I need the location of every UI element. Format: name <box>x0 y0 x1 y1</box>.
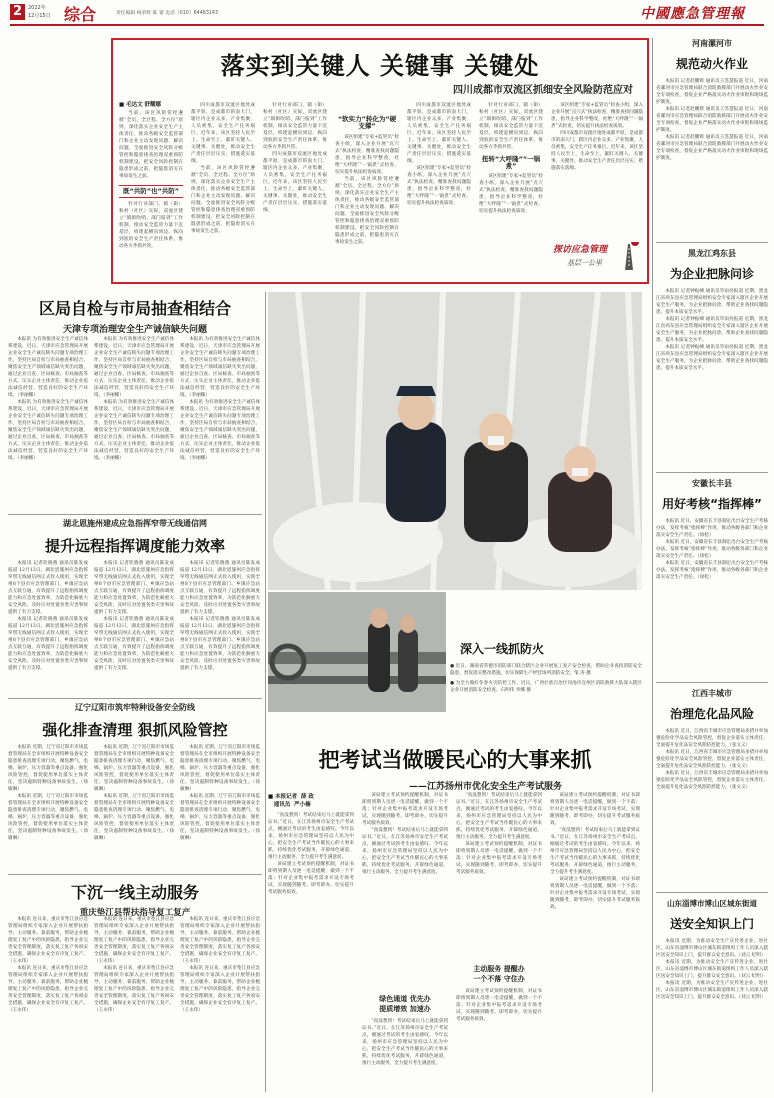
sidebar-para: 本报讯 近日，安徽省长丰县制定出台安全生产考核办法，发挥考核“指挥棒”作用，推动各级各部门和企业落实安全生产责任。（徐松） <box>656 519 768 538</box>
section-name: 综合 <box>64 5 97 24</box>
hubei-para: 本报讯 记者钦晓燕 通讯员陈发成报道 12月13日，湖北恩施州应急指挥窄带无线通信网正式投入使用，实现全州8个县市应急管理部门、乡镇应急站点互联互通，有效提升了远程指挥调度能力和应急处置效率，为防范化解重大安全风险、及时应对处置各类灾害事故提供了有力支撑。 <box>94 561 174 615</box>
chongqing-col-2 <box>94 916 174 1088</box>
lead-col-2 <box>191 102 255 280</box>
jiangsu-para: “真没想到！考试结束后马上就能拿到证书。”近日，在江苏扬州市安全生产考试点，刚通过考试的考生由衷感叹。今年以来，扬州市应急管理局坚持以人民为中心，把安全生产考试当作暖民心的大事来抓，持续优化考试服务，开辟绿色通道，推行主动服务，全力提升考生满意度。 <box>550 828 640 875</box>
lead-para: 四川成都市双流区地处成都平原，是成都市的南大门，辖区内企业众多、产业集聚、人员密集，安全生产任务艰巨。近年来，该区坚持人民至上、生命至上，紧盯关键人、关键事、关键处，推动安全生产责任层层压实、措施落实落细。 <box>407 103 471 164</box>
tianjin-article <box>8 292 262 512</box>
tianjin-subheadline: 天津专项治理安全生产诚信缺失问题 <box>62 325 207 335</box>
lead-para: 四川成都市双流区地处成都平原，是成都市的南大门，辖区内企业众多、产业集聚、人员密集，安全生产任务艰巨。近年来，该区坚持人民至上、生命至上，紧盯关键人、关键事、关键处，推动安全生产责任层层压实、措施落实落细。 <box>191 103 255 164</box>
jiangsu-para: “真没想到！考试结束后马上就能拿到证书。”近日，在江苏扬州市安全生产考试点，刚通过考试的考生由衷感叹。今年以来，扬州市应急管理局坚持以人民为中心，把安全生产考试当作暖民心的大事来抓，持续优化考试服务，开辟绿色通道，推行主动服务，全力提升考生满意度。 <box>362 1019 448 1066</box>
hubei-para: 本报讯 记者钦晓燕 通讯员陈发成报道 12月13日，湖北恩施州应急指挥窄带无线通信网正式投入使用，实现全州8个县市应急管理部门、乡镇应急站点互联互通，有效提升了远程指挥调度能力和应急处置效率，为防范化解重大安全风险、及时应对处置各类灾害事故提供了有力支撑。 <box>8 561 88 615</box>
tianjin-col-3 <box>180 336 260 506</box>
tianjin-para: 本报讯 为有效推进安全生产诚信体系建设，近日，天津市应急管理局开展企业安全生产诚信缺失问题专项治理工作，坚持区局自检与市局抽查相结合，聚焦安全生产领域诚信缺失突出问题，通过企业自查、区局核查、市局抽查等方式，压实企业主体责任，推动企业依法诚信经营，营造良好的安全生产环境。（李丽娜） <box>94 400 174 461</box>
liaoning-col-1 <box>8 744 88 868</box>
jiangsu-para: “真没想到！考试结束后马上就能拿到证书。”近日，在江苏扬州市安全生产考试点，刚通过考试的考生由衷感叹。今年以来，扬州市应急管理局坚持以人民为中心，把安全生产考试当作暖民心的大事来抓，持续优化考试服务，开辟绿色通道，推行主动服务，全力提升考生满意度。 <box>362 828 448 875</box>
lead-para: 当前，该区风险管控遵循“全员、全过程、全方位”原则，深化落实企业安全生产主体责任，推动各级安全监管部门和企业主动发现问题、解决问题，全面推进安全风险分级管控和隐患排查治理双重预防机制建设，把安全风险控制在隐患形成之前，把隐患消灭在事故发生之前。 <box>119 111 183 179</box>
chongqing-subheadline: 重庆垫江县帮扶指导复工复产 <box>79 908 191 918</box>
hubei-col-1 <box>8 560 88 690</box>
tianjin-para: 本报讯 为有效推进安全生产诚信体系建设，近日，天津市应急管理局开展企业安全生产诚信缺失问题专项治理工作，坚持区局自检与市局抽查相结合，聚焦安全生产领域诚信缺失突出问题，通过企业自查、区局核查、市局抽查等方式，压实企业主体责任，推动企业依法诚信经营，营造良好的安全生产环境。（李丽娜） <box>8 400 88 461</box>
hubei-para: 本报讯 记者钦晓燕 通讯员陈发成报道 12月13日，湖北恩施州应急指挥窄带无线通信网正式投入使用，实现全州8个县市应急管理部门、乡镇应急站点互联互通，有效提升了远程指挥调度能力和应急处置效率，为防范化解重大安全风险、及时应对处置各类灾害事故提供了有力支撑。 <box>94 617 174 671</box>
liaoning-col-3 <box>180 744 260 868</box>
chongqing-para: 本报讯 连日来，重庆市垫江县应急管理局组织专家深入企业开展帮扶指导，主动服务、靠前服务，帮助企业梳理复工复产中的风险隐患，指导企业完善安全管理制度，落实复工复产各项安全措施，确保企业安全有序复工复产。（王永伟） <box>94 966 174 1013</box>
sidebar-para: 本报讯 近日，江西省丰城市应急管理局多措并举加强危险化学品安全风险管控，督促企业落实主体责任，全面提升危化品安全风险防控能力。（张文义） <box>656 729 768 748</box>
jiangsu-col-2b <box>362 1018 448 1088</box>
issue-year: 2022年 <box>28 5 46 11</box>
photo-inspection-textile <box>268 292 642 590</box>
sidebar-body <box>656 728 768 888</box>
page-header <box>0 0 774 28</box>
lead-article-box <box>111 38 649 284</box>
hubei-para: 本报讯 记者钦晓燕 通讯员陈发成报道 12月13日，湖北恩施州应急指挥窄带无线通信网正式投入使用，实现全州8个县市应急管理部门、乡镇应急站点互联互通，有效提升了远程指挥调度能力和应急处置效率，为防范化解重大安全风险、及时应对处置各类灾害事故提供了有力支撑。 <box>8 617 88 671</box>
tianjin-headline: 区局自检与市局抽查相结合 <box>38 299 231 318</box>
sidebar-item <box>656 478 768 678</box>
divider <box>656 242 768 243</box>
editor-line: 责任编辑 杨荣辉 陈 蕾 电话（010）64463143 <box>116 11 219 16</box>
lead-para: 该区组建“专家+监管员”检查小组，深入企业开展“点穴式”执法检查，精准查找问题隐患，指导企业科学整改，杜绝“大呼隆”“一锅煮”式检查，切实提升执法检查质效。 <box>551 103 643 129</box>
liaoning-kicker: 辽宁辽阳市筑牢特种设备安全防线 <box>75 703 195 712</box>
column-divider <box>652 38 653 1092</box>
lead-col-5 <box>407 102 471 280</box>
sidebar-para: 本报讯 记者赵鹏辉 通讯员王苏慧报道 近日，河南省漯河市应急管理局联合消防救援部门开展动火作业安全专项检查，督促企业严格落实动火作业审批和现场监护制度。 <box>656 107 768 133</box>
lead-col-7 <box>551 102 643 230</box>
lead-section-title-1: 既“共防”也“共防” <box>119 185 183 198</box>
sidebar-para: 本报讯 近日，江西省丰城市应急管理局多措并举加强危险化学品安全风险管控，督促企业落实主体责任，全面提升危化品安全风险防控能力。（张文义） <box>656 771 768 790</box>
divider <box>656 892 768 893</box>
newspaper-masthead: 中國應急管理報 <box>640 6 745 22</box>
sidebar-region: 河南漯河市 <box>692 39 732 48</box>
photo-fire-check <box>268 592 446 712</box>
liaoning-article <box>8 702 262 872</box>
lead-para: 四川成都市双流区地处成都平原，是成都市的南大门，辖区内企业众多、产业集聚、人员密集，安全生产任务艰巨。近年来，该区坚持人民至上、生命至上，紧盯关键人、关键事、关键处，推动安全生产责任层层压实、措施落实落细。 <box>263 152 327 213</box>
chongqing-col-1 <box>8 916 88 1088</box>
divider <box>656 472 768 473</box>
jiangsu-para: 该局建立考试预约提醒机制，对证书即将到期人员逐一电话提醒，做到一个不落；针对企业集中报考需求开设专场考试，实现随到随考、即考即办，切实提升考试服务质效。 <box>268 862 354 895</box>
hubei-col-2 <box>94 560 174 690</box>
chongqing-col-3 <box>180 916 260 1088</box>
photo-caption-2: ● 为全力做好冬春火灾防控工作，近日，广西壮族自治区河池市宜州区消防救援大队深入辖区企业开展消防安全检查。石明伟 李娜 摄 <box>450 681 642 693</box>
chongqing-para: 本报讯 连日来，重庆市垫江县应急管理局组织专家深入企业开展帮扶指导，主动服务、靠前服务，帮助企业梳理复工复产中的风险隐患，指导企业完善安全管理制度，落实复工复产各项安全措施，确保企业安全有序复工复产。（王永伟） <box>8 917 88 964</box>
tianjin-para: 本报讯 为有效推进安全生产诚信体系建设，近日，天津市应急管理局开展企业安全生产诚信缺失问题专项治理工作，坚持区局自检与市局抽查相结合，聚焦安全生产领域诚信缺失突出问题，通过企业自查、区局核查、市局抽查等方式，压实企业主体责任，推动企业依法诚信经营，营造良好的安全生产环境。（李丽娜） <box>180 337 260 398</box>
lead-col-4 <box>335 102 399 280</box>
sidebar-para: 本报讯 记者钟振峰 通讯员毕雨亮报道 近期，黑龙江省鸡东县应急管理局组织安全专家深入辖区企业开展安全生产服务，为企业把脉问诊，帮助企业查找问题隐患，提升本质安全水平。 <box>656 317 768 343</box>
photo-title: 深入一线抓防火 <box>460 642 545 656</box>
sidebar-title: 规范动火作业 <box>675 57 748 71</box>
sidebar-para: 本报讯 近期，为推动安全生产宣传进企业、进社区，山东省淄博市博山区城东街道组织工作人员深入辖区送安全知识上门，提升群众安全意识。（刘云 纪明） <box>656 939 768 958</box>
lead-para: 四川成都市双流区地处成都平原，是成都市的南大门，辖区内企业众多、产业集聚、人员密集，安全生产任务艰巨。近年来，该区坚持人民至上、生命至上，紧盯关键人、关键事、关键处，推动安全生产责任层层压实、措施落实落细。 <box>551 131 643 171</box>
sidebar-para: 本报讯 记者赵鹏辉 通讯员王苏慧报道 近日，河南省漯河市应急管理局联合消防救援部门开展动火作业安全专项检查，督促企业严格落实动火作业审批和现场监护制度。 <box>656 79 768 105</box>
chongqing-headline: 下沉一线主动服务 <box>70 883 199 902</box>
jiangsu-reporter: ■ 本报记者 薛 政 通讯员 严小楠 <box>268 794 314 808</box>
sidebar-title: 为企业把脉问诊 <box>669 267 754 281</box>
sidebar-body <box>656 78 768 238</box>
hubei-kicker: 湖北恩施州建成应急指挥窄带无线通信网 <box>63 519 207 528</box>
sidebar-region: 安徽长丰县 <box>692 479 732 488</box>
sidebar-para: 本报讯 近日，江西省丰城市应急管理局多措并举加强危险化学品安全风险管控，督促企业落实主体责任，全面提升危化品安全风险防控能力。（张文义） <box>656 750 768 769</box>
chongqing-para: 本报讯 连日来，重庆市垫江县应急管理局组织专家深入企业开展帮扶指导，主动服务、靠前服务，帮助企业梳理复工复产中的风险隐患，指导企业完善安全管理制度，落实复工复产各项安全措施，确保企业安全有序复工复产。（王永伟） <box>8 966 88 1013</box>
sidebar-para: 本报讯 记者钟振峰 通讯员毕雨亮报道 近期，黑龙江省鸡东县应急管理局组织安全专家深入辖区企业开展安全生产服务，为企业把脉问诊，帮助企业查找问题隐患，提升本质安全水平。 <box>656 289 768 315</box>
column-badge <box>551 238 643 278</box>
sidebar-para: 本报讯 近日，安徽省长丰县制定出台安全生产考核办法，发挥考核“指挥棒”作用，推动各级各部门和企业落实安全生产责任。（徐松） <box>656 540 768 559</box>
lead-section-title-3: 扭转“大呼隆”“一锅煮” <box>481 155 541 170</box>
chongqing-article <box>8 878 262 1092</box>
sidebar-title: 送安全知识上门 <box>669 917 754 931</box>
sidebar-para: 本报讯 近期，为推动安全生产宣传进企业、进社区，山东省淄博市博山区城东街道组织工作人员深入辖区送安全知识上门，提升群众安全意识。（刘云 纪明） <box>656 960 768 979</box>
lead-subheadline: 四川成都市双流区抓细安全风险防范应对 <box>453 85 633 96</box>
sidebar-title: 治理危化品风险 <box>669 707 754 721</box>
jiangsu-para: 该局建立考试预约提醒机制，对证书即将到期人员逐一电话提醒，做到一个不落；针对企业集中报考需求开设专场考试，实现随到随考、即考即办，切实提升考试服务质效。 <box>456 842 542 875</box>
sidebar-region: 山东淄博市博山区城东街道 <box>667 899 757 908</box>
badge-subtitle: 基层一公里 <box>567 259 602 267</box>
lead-para: 该区组建“专家+监管员”检查小组，深入企业开展“点穴式”执法检查，精准查找问题隐患，指导企业科学整改，杜绝“大呼隆”“一锅煮”式检查，切实提升执法检查质效。 <box>335 135 399 175</box>
jiangsu-para: “真没想到！考试结束后马上就能拿到证书。”近日，在江苏扬州市安全生产考试点，刚通过考试的考生由衷感叹。今年以来，扬州市应急管理局坚持以人民为中心，把安全生产考试当作暖民心的大事来抓，持续优化考试服务，开辟绿色通道，推行主动服务，全力提升考生满意度。 <box>268 813 354 860</box>
sidebar-body <box>656 288 768 468</box>
chongqing-para: 本报讯 连日来，重庆市垫江县应急管理局组织专家深入企业开展帮扶指导，主动服务、靠前服务，帮助企业梳理复工复产中的风险隐患，指导企业完善安全管理制度，落实复工复产各项安全措施，确保企业安全有序复工复产。（王永伟） <box>180 917 260 964</box>
lead-col-6 <box>479 102 543 280</box>
jiangsu-subheadline: ——江苏扬州市优化安全生产考试服务 <box>408 782 562 792</box>
tianjin-para: 本报讯 为有效推进安全生产诚信体系建设，近日，天津市应急管理局开展企业安全生产诚信缺失问题专项治理工作，坚持区局自检与市局抽查相结合，聚焦安全生产领域诚信缺失突出问题，通过企业自查、区局核查、市局抽查等方式，压实企业主体责任，推动企业依法诚信经营，营造良好的安全生产环境。（李丽娜） <box>94 337 174 398</box>
photo-caption-1: ● 近日，湖南省常德市消防部门联合辖区企业开展复工复产安全检查，帮助企业查找消防安全隐患，督促落实整改措施，切实保障生产经营场所消防安全。邹 涛 摄 <box>450 664 642 676</box>
divider <box>8 874 262 875</box>
jiangsu-col-3b <box>456 988 542 1088</box>
hubei-article <box>8 518 262 694</box>
sidebar-para: 本报讯 近日，安徽省长丰县制定出台安全生产考核办法，发挥考核“指挥棒”作用，推动各级各部门和企业落实安全生产责任。（徐松） <box>656 561 768 580</box>
liaoning-headline: 强化排查清理 狠抓风险管控 <box>42 721 228 739</box>
left-edge-column <box>4 38 104 284</box>
lead-para: 当前，该区风险管控遵循“全员、全过程、全方位”原则，深化落实企业安全生产主体责任，推动各级安全监管部门和企业主动发现问题、解决问题，全面推进安全风险分级管控和隐患排查治理双重预防机制建设，把安全风险控制在隐患形成之前，把隐患消灭在事故发生之前。 <box>191 166 255 234</box>
hubei-para: 本报讯 记者钦晓燕 通讯员陈发成报道 12月13日，湖北恩施州应急指挥窄带无线通信网正式投入使用，实现全州8个县市应急管理部门、乡镇应急站点互联互通，有效提升了远程指挥调度能力和应急处置效率，为防范化解重大安全风险、及时应对处置各类灾害事故提供了有力支撑。 <box>180 561 260 615</box>
sidebar-para: 本报讯 记者钟振峰 通讯员毕雨亮报道 近期，黑龙江省鸡东县应急管理局组织安全专家深入辖区企业开展安全生产服务，为企业把脉问诊，帮助企业查找问题隐患，提升本质安全水平。 <box>656 345 768 371</box>
sidebar-para: 本报讯 记者赵鹏辉 通讯员王苏慧报道 近日，河南省漯河市应急管理局联合消防救援部门开展动火作业安全专项检查，督促企业严格落实动火作业审批和现场监护制度。 <box>656 135 768 161</box>
sidebar-region: 江西丰城市 <box>692 689 732 698</box>
jiangsu-para: 该局建立考试预约提醒机制，对证书即将到期人员逐一电话提醒，做到一个不落；针对企业集中报考需求开设专场考试，实现随到随考、即考即办，切实提升考试服务质效。 <box>456 989 542 1022</box>
sidebar-para: 本报讯 近期，为推动安全生产宣传进企业、进社区，山东省淄博市博山区城东街道组织工作人员深入辖区送安全知识上门，提升群众安全意识。（刘云 纪明） <box>656 981 768 1000</box>
lead-col-3 <box>263 102 327 280</box>
sidebar-body <box>656 938 768 1088</box>
jiangsu-para: 该局建立考试预约提醒机制，对证书即将到期人员逐一电话提醒，做到一个不落；针对企业集中报考需求开设专场考试，实现随到随考、即考即办，切实提升考试服务质效。 <box>550 877 640 910</box>
lead-para: 针对行业部门、镇（街）和村（社区）实际，双流区建立“镇街吹哨、部门报到”工作机制，推动安全监管力量下沉基层，构建起横向到边、纵向到底的安全生产责任体系，推动各方齐抓共管。 <box>479 103 543 150</box>
jiangsu-section-title-1: 绿色通道 优先办 提质增效 加速办 <box>379 995 431 1013</box>
sidebar-item <box>656 688 768 888</box>
jiangsu-section-title-2: 主动服务 提醒办 一个不落 守住办 <box>473 965 525 983</box>
sidebar <box>656 38 768 1092</box>
jiangsu-para: 该局建立考试预约提醒机制，对证书即将到期人员逐一电话提醒，做到一个不落；针对企业集中报考需求开设专场考试，实现随到随考、即考即办，切实提升考试服务质效。 <box>550 793 640 826</box>
lead-headline: 落实到关键人 关键事 关键处 <box>220 52 540 80</box>
sidebar-title: 用好考核“指挥棒” <box>662 497 762 511</box>
tianjin-para: 本报讯 为有效推进安全生产诚信体系建设，近日，天津市应急管理局开展企业安全生产诚信缺失问题专项治理工作，坚持区局自检与市局抽查相结合，聚焦安全生产领域诚信缺失突出问题，通过企业自查、区局核查、市局抽查等方式，压实企业主体责任，推动企业依法诚信经营，营造良好的安全生产环境。（李丽娜） <box>8 337 88 398</box>
hubei-para: 本报讯 记者钦晓燕 通讯员陈发成报道 12月13日，湖北恩施州应急指挥窄带无线通信网正式投入使用，实现全州8个县市应急管理部门、乡镇应急站点互联互通，有效提升了远程指挥调度能力和应急处置效率，为防范化解重大安全风险、及时应对处置各类灾害事故提供了有力支撑。 <box>180 617 260 671</box>
sidebar-item <box>656 898 768 1092</box>
liaoning-para: 本报讯 近期，辽宁省辽阳市市场监督管理局在全市组织开展特种设备安全隐患排查清理专项行动，聚焦燃气、电梯、锅炉、压力容器等重点设备，强化风险管控，督促使用单位落实主体责任，坚决遏制特种设备事故发生。（徐敏琳） <box>94 745 174 792</box>
sidebar-item <box>656 38 768 238</box>
sidebar-region: 黑龙江鸡东县 <box>688 249 736 258</box>
badge-title: 探访应急管理 <box>553 245 608 255</box>
divider <box>8 514 262 515</box>
jiangsu-col-1 <box>268 812 354 1088</box>
sidebar-item <box>656 248 768 468</box>
hubei-col-3 <box>180 560 260 690</box>
header-rule <box>10 24 764 26</box>
sidebar-body <box>656 518 768 678</box>
jiangsu-col-2 <box>362 792 448 992</box>
tianjin-para: 本报讯 为有效推进安全生产诚信体系建设，近日，天津市应急管理局开展企业安全生产诚信缺失问题专项治理工作，坚持区局自检与市局抽查相结合，聚焦安全生产领域诚信缺失突出问题，通过企业自查、区局核查、市局抽查等方式，压实企业主体责任，推动企业依法诚信经营，营造良好的安全生产环境。（李丽娜） <box>180 400 260 461</box>
chongqing-para: 本报讯 连日来，重庆市垫江县应急管理局组织专家深入企业开展帮扶指导，主动服务、靠前服务，帮助企业梳理复工复产中的风险隐患，指导企业完善安全管理制度，落实复工复产各项安全措施，确保企业安全有序复工复产。（王永伟） <box>94 917 174 964</box>
issue-date: 12月15日 <box>28 13 51 19</box>
tianjin-col-1 <box>8 336 88 506</box>
jiangsu-col-4 <box>550 792 640 1088</box>
tianjin-col-2 <box>94 336 174 506</box>
road-icon <box>617 242 641 270</box>
jiangsu-headline: 把考试当做暖民心的大事来抓 <box>318 748 592 772</box>
page-number-box: 2 <box>10 4 25 20</box>
photo-caption-block <box>450 640 642 740</box>
jiangsu-para: “真没想到！考试结束后马上就能拿到证书。”近日，在江苏扬州市安全生产考试点，刚通过考试的考生由衷感叹。今年以来，扬州市应急管理局坚持以人民为中心，把安全生产考试当作暖民心的大事来抓，持续优化考试服务，开辟绿色通道，推行主动服务，全力提升考生满意度。 <box>456 793 542 840</box>
lead-para: 该区组建“专家+监管员”检查小组，深入企业开展“点穴式”执法检查，精准查找问题隐患，指导企业科学整改，杜绝“大呼隆”“一锅煮”式检查，切实提升执法检查质效。 <box>407 166 471 206</box>
jiangsu-article <box>268 742 642 1092</box>
lead-section-title-2: “软实力”转化为“硬支撑” <box>337 115 397 130</box>
divider <box>8 698 262 699</box>
liaoning-para: 本报讯 近期，辽宁省辽阳市市场监督管理局在全市组织开展特种设备安全隐患排查清理专项行动，聚焦燃气、电梯、锅炉、压力容器等重点设备，强化风险管控，督促使用单位落实主体责任，坚决遏制特种设备事故发生。（徐敏琳） <box>180 745 260 792</box>
lead-para: 针对行业部门、镇（街）和村（社区）实际，双流区建立“镇街吹哨、部门报到”工作机制，推动安全监管力量下沉基层，构建起横向到边、纵向到底的安全生产责任体系，推动各方齐抓共管。 <box>119 202 183 249</box>
lead-col-1 <box>119 110 183 280</box>
hubei-headline: 提升远程指挥调度能力效率 <box>44 537 225 555</box>
jiangsu-para: 该局建立考试预约提醒机制，对证书即将到期人员逐一电话提醒，做到一个不落；针对企业集中报考需求开设专场考试，实现随到随考、即考即办，切实提升考试服务质效。 <box>362 793 448 826</box>
liaoning-para: 本报讯 近期，辽宁省辽阳市市场监督管理局在全市组织开展特种设备安全隐患排查清理专项行动，聚焦燃气、电梯、锅炉、压力容器等重点设备，强化风险管控，督促使用单位落实主体责任，坚决遏制特种设备事故发生。（徐敏琳） <box>180 794 260 841</box>
jiangsu-col-3 <box>456 792 542 962</box>
lead-reporter: ■ 毛达文 舒耀娜 <box>119 102 162 108</box>
liaoning-para: 本报讯 近期，辽宁省辽阳市市场监督管理局在全市组织开展特种设备安全隐患排查清理专项行动，聚焦燃气、电梯、锅炉、压力容器等重点设备，强化风险管控，督促使用单位落实主体责任，坚决遏制特种设备事故发生。（徐敏琳） <box>8 745 88 792</box>
chongqing-para: 本报讯 连日来，重庆市垫江县应急管理局组织专家深入企业开展帮扶指导，主动服务、靠前服务，帮助企业梳理复工复产中的风险隐患，指导企业完善安全管理制度，落实复工复产各项安全措施，确保企业安全有序复工复产。（王永伟） <box>180 966 260 1013</box>
liaoning-para: 本报讯 近期，辽宁省辽阳市市场监督管理局在全市组织开展特种设备安全隐患排查清理专项行动，聚焦燃气、电梯、锅炉、压力容器等重点设备，强化风险管控，督促使用单位落实主体责任，坚决遏制特种设备事故发生。（徐敏琳） <box>8 794 88 841</box>
liaoning-para: 本报讯 近期，辽宁省辽阳市市场监督管理局在全市组织开展特种设备安全隐患排查清理专项行动，聚焦燃气、电梯、锅炉、压力容器等重点设备，强化风险管控，督促使用单位落实主体责任，坚决遏制特种设备事故发生。（徐敏琳） <box>94 794 174 841</box>
column-divider <box>265 292 266 1092</box>
lead-para: 针对行业部门、镇（街）和村（社区）实际，双流区建立“镇街吹哨、部门报到”工作机制，推动安全监管力量下沉基层，构建起横向到边、纵向到底的安全生产责任体系，推动各方齐抓共管。 <box>263 103 327 150</box>
liaoning-col-2 <box>94 744 174 868</box>
lead-para: 该区组建“专家+监管员”检查小组，深入企业开展“点穴式”执法检查，精准查找问题隐患，指导企业科学整改，杜绝“大呼隆”“一锅煮”式检查，切实提升执法检查质效。 <box>479 174 543 214</box>
lead-para: 当前，该区风险管控遵循“全员、全过程、全方位”原则，深化落实企业安全生产主体责任，推动各级安全监管部门和企业主动发现问题、解决问题，全面推进安全风险分级管控和隐患排查治理双重预防机制建设，把安全风险控制在隐患形成之前，把隐患消灭在事故发生之前。 <box>335 177 399 245</box>
divider <box>656 682 768 683</box>
